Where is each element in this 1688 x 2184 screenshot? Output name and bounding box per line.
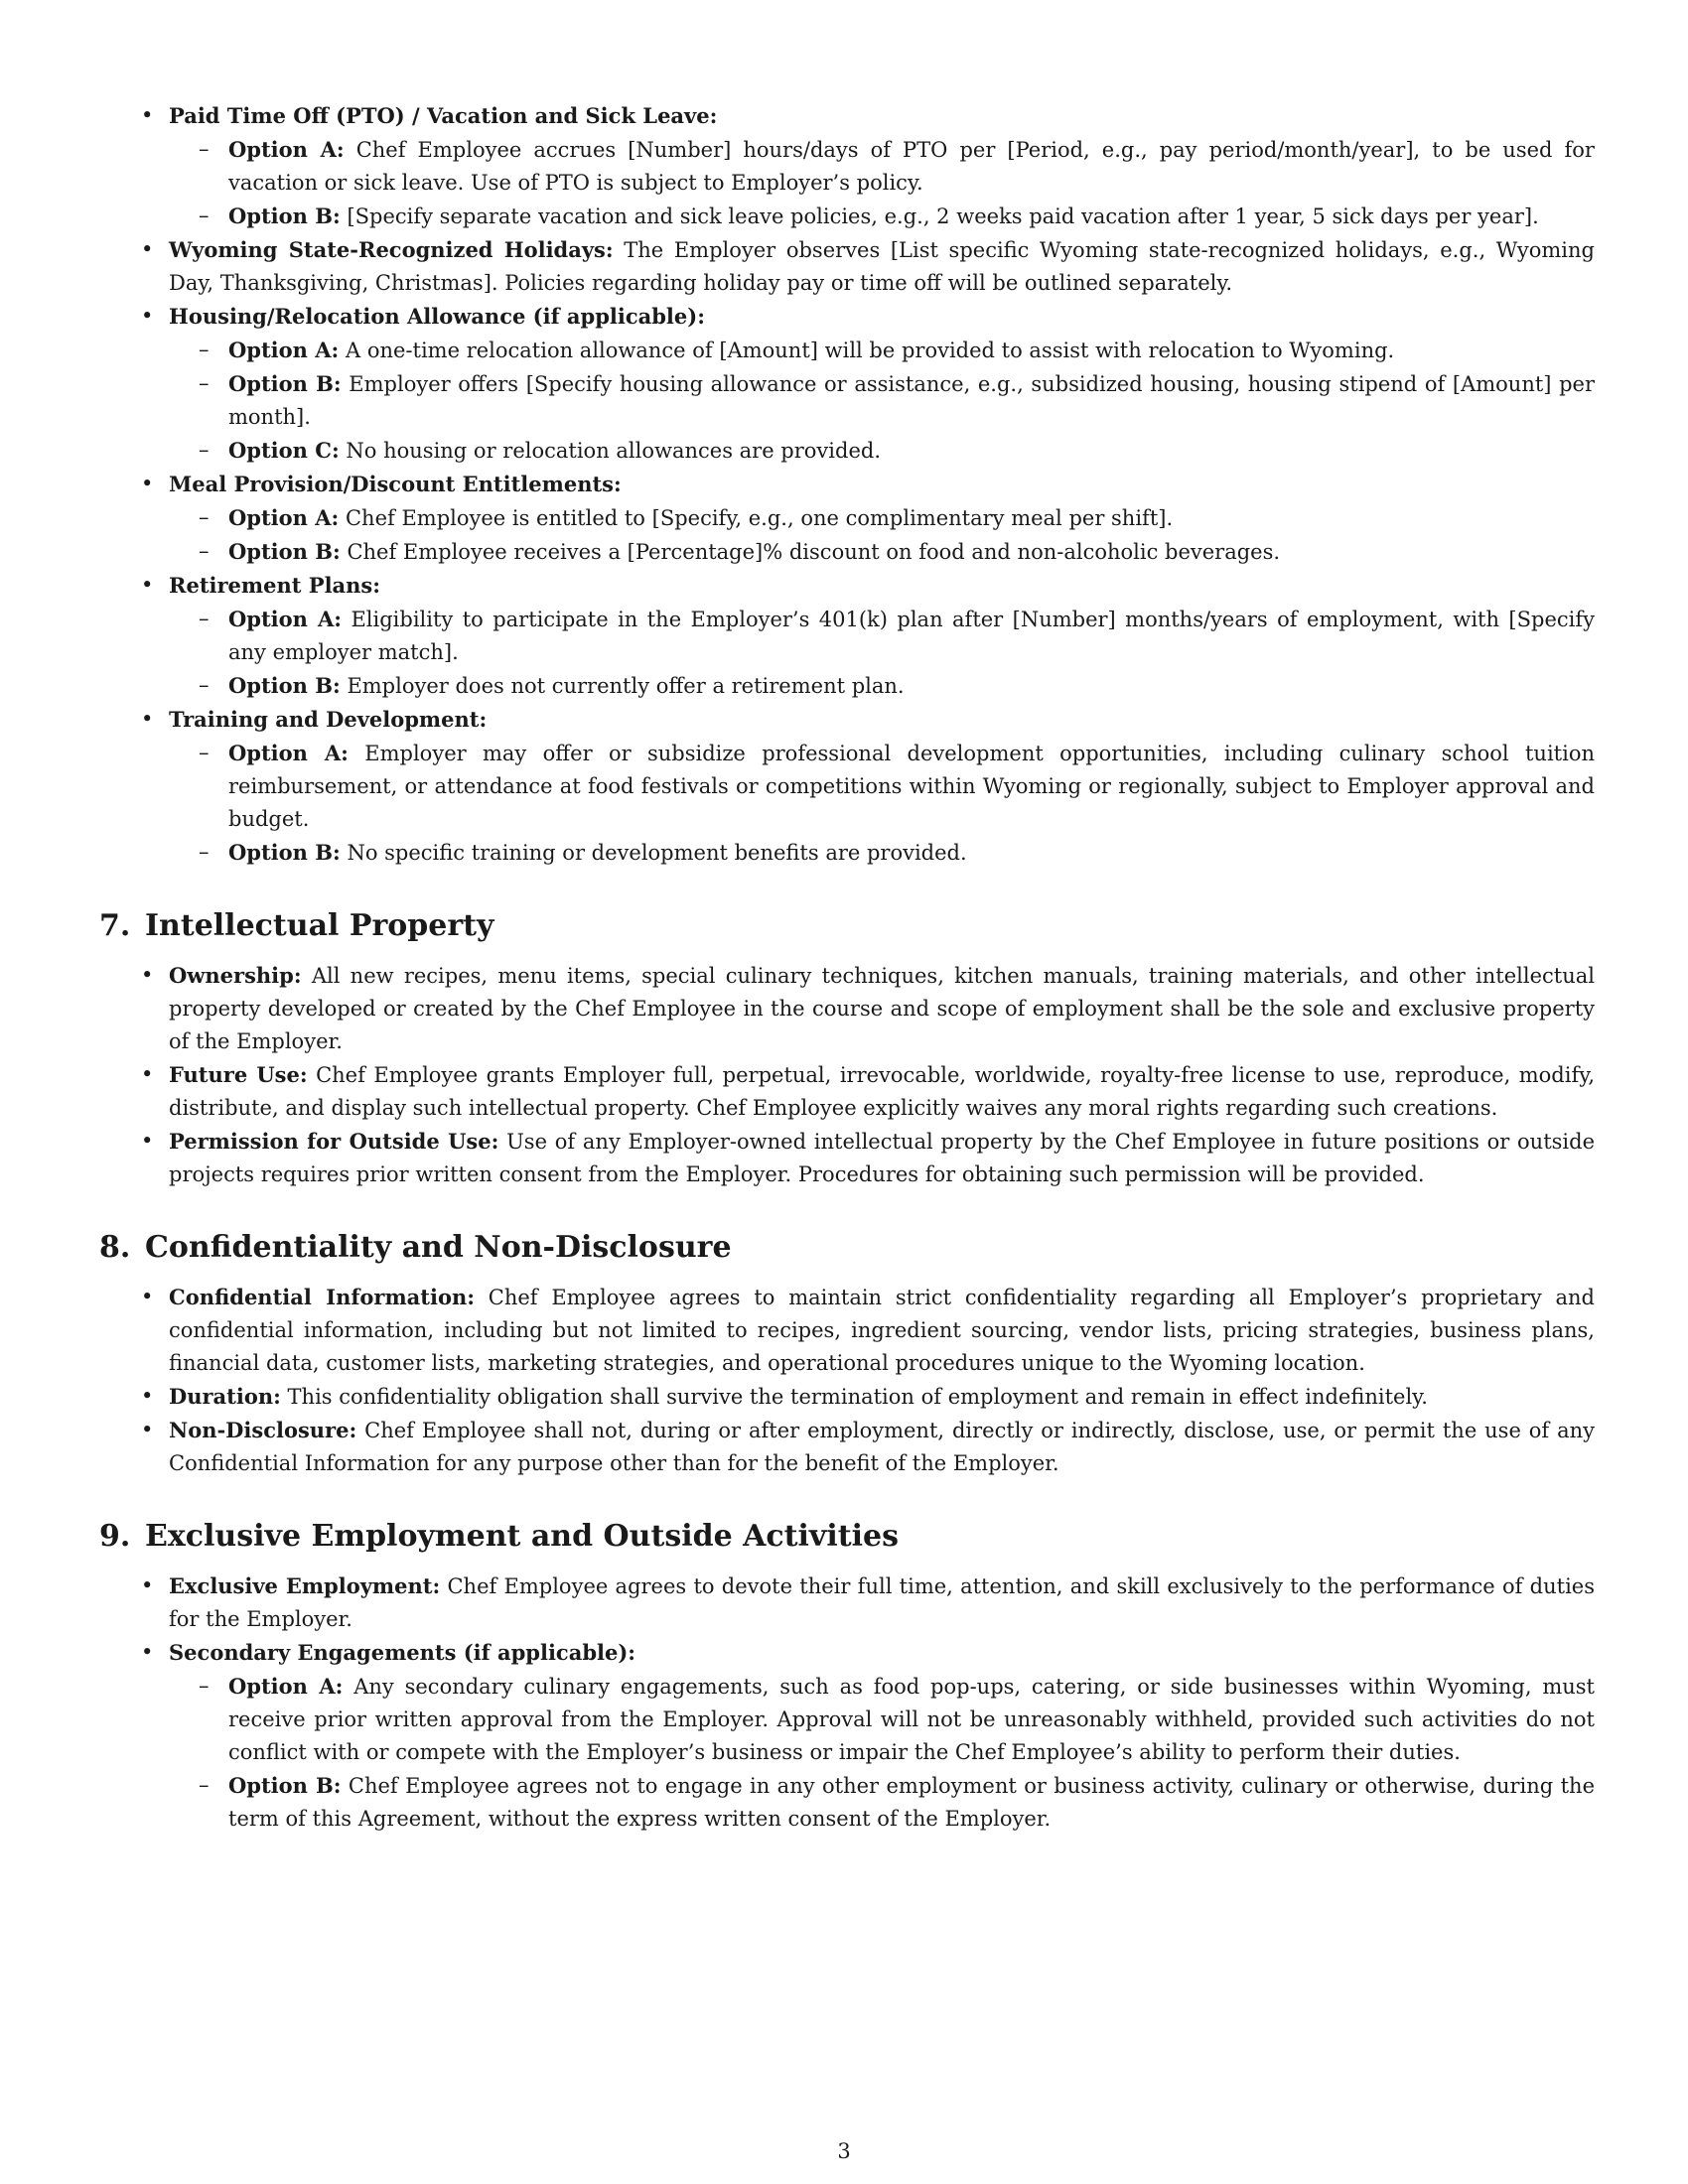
list-item: • Non-Disclosure: Chef Employee shall not, during or after employment, directly or indirectly, disclose, use, or permit the use of any Confidential Information for any purpose other than for the benefit of the Employer.	[169, 1414, 1595, 1480]
list-item: – Option A: Any secondary culinary engagements, such as food pop-ups, catering, or side businesses within Wyoming, must receive prior written approval from the Employer. Approval will not be unreasonably withheld, provided such activities do not conflict with or compete with the Employer’s business or impair the Chef Employee’s ability to perform their duties.	[228, 1670, 1595, 1769]
option-list	[169, 1670, 1595, 1836]
section-list	[99, 1281, 1595, 1480]
list-item: – Option B: No specific training or development benefits are provided.	[228, 836, 1595, 870]
list-item	[169, 99, 1595, 233]
list-item	[169, 569, 1595, 703]
list-item: • Secondary Engagements (if applicable): – Option A: Any secondary culinary engagements, such as food pop-ups, catering, or side businesses within Wyoming, must receive prior written approval from the Employer. Approval will not be unreasonably withheld, provided such activities do not conflict with or compete with the Employer’s business or impair the Chef Employee’s ability to perform their duties. – Option B: Chef Employee agrees not to engage in any other employment or business activity, culinary or otherwise, during the term of this Agreement, without the express written consent of the Employer.	[169, 1636, 1595, 1836]
list-item: • Exclusive Employment: Chef Employee agrees to devote their full time, attention, and skill exclusively to the performance of duties for the Employer.	[169, 1570, 1595, 1636]
list-item: – Option A: Eligibility to participate in the Employer’s 401(k) plan after [Number] months/years of employment, with [Specify any employer match].	[228, 603, 1595, 669]
list-item: – Option B: Employer offers [Specify housing allowance or assistance, e.g., subsidized housing, housing stipend of [Amount] per month].	[228, 367, 1595, 434]
item-label: Training and Development:	[169, 707, 488, 732]
section-heading-intellectual-property: 7. Intellectual Property	[99, 908, 494, 943]
item-label: Paid Time Off (PTO) / Vacation and Sick Leave:	[169, 103, 718, 128]
option-list	[169, 737, 1595, 870]
list-item: • Duration: This confidentiality obligation shall survive the termination of employment and remain in effect indefinitely.	[169, 1380, 1595, 1414]
page-number: 3	[837, 2139, 851, 2163]
item-label: Retirement Plans:	[169, 573, 380, 598]
option-list	[169, 603, 1595, 703]
list-item: – Option B: Chef Employee receives a [Percentage]% discount on food and non-alcoholic beverages.	[228, 535, 1595, 569]
option-list	[169, 334, 1595, 468]
list-item: • Confidential Information: Chef Employee agrees to maintain strict confidentiality regarding all Employer’s proprietary and confidential information, including but not limited to recipes, ingredient sourcing, vendor lists, pricing strategies, business plans, financial data, customer lists, marketing strategies, and operational procedures unique to the Wyoming location.	[169, 1281, 1595, 1380]
list-item: – Option A: Chef Employee accrues [Number] hours/days of PTO per [Period, e.g., pay period/month/year], to be used for vacation or sick leave. Use of PTO is subject to Employer’s policy.	[228, 133, 1595, 200]
list-item	[169, 468, 1595, 569]
list-item	[169, 703, 1595, 870]
list-item: • Permission for Outside Use: Use of any Employer-owned intellectual property by the Chef Employee in future positions or outside projects requires prior written consent from the Employer. Procedures for obtaining such permission will be provided.	[169, 1125, 1595, 1191]
benefits-list	[99, 99, 1595, 870]
list-item: – Option C: No housing or relocation allowances are provided.	[228, 434, 1595, 468]
list-item: – Option B: Employer does not currently offer a retirement plan.	[228, 669, 1595, 703]
section-list	[99, 1570, 1595, 1836]
list-item: – Option B: [Specify separate vacation and sick leave policies, e.g., 2 weeks paid vacation after 1 year, 5 sick days per year].	[228, 200, 1595, 233]
list-item	[169, 300, 1595, 468]
list-item: – Option A: Chef Employee is entitled to [Specify, e.g., one complimentary meal per shift].	[228, 501, 1595, 535]
option-list	[169, 501, 1595, 569]
item-label: Housing/Relocation Allowance (if applicable):	[169, 304, 705, 329]
list-item	[169, 233, 1595, 300]
option-list	[169, 133, 1595, 233]
section-heading-exclusive-employment: 9. Exclusive Employment and Outside Activities	[99, 1519, 899, 1554]
item-text: The Employer observes [List specific Wyoming state-recognized holidays, e.g., Wyoming Day, Thanksgiving, Christmas]. Policies regarding holiday pay or time off will be outlined separately.	[169, 238, 1595, 295]
list-item: – Option A: Employer may offer or subsidize professional development opportunities, including culinary school tuition reimbursement, or attendance at food festivals or competitions within Wyoming or regionally, subject to Employer approval and budget.	[228, 737, 1595, 836]
list-item: • Future Use: Chef Employee grants Employer full, perpetual, irrevocable, worldwide, royalty-free license to use, reproduce, modify, distribute, and display such intellectual property. Chef Employee explicitly waives any moral rights regarding such creations.	[169, 1058, 1595, 1125]
section-heading-confidentiality: 8. Confidentiality and Non-Disclosure	[99, 1230, 732, 1265]
list-item: • Ownership: All new recipes, menu items, special culinary techniques, kitchen manuals, training materials, and other intellectual property developed or created by the Chef Employee in the course and scope of employment shall be the sole and exclusive property of the Employer.	[169, 959, 1595, 1058]
item-label: Meal Provision/Discount Entitlements:	[169, 472, 622, 496]
document-page	[99, 99, 1595, 1836]
item-label: Wyoming State-Recognized Holidays:	[169, 237, 614, 262]
list-item: – Option A: A one-time relocation allowance of [Amount] will be provided to assist with relocation to Wyoming.	[228, 334, 1595, 367]
list-item: – Option B: Chef Employee agrees not to engage in any other employment or business activity, culinary or otherwise, during the term of this Agreement, without the express written consent of the Employer.	[228, 1769, 1595, 1836]
section-list	[99, 959, 1595, 1191]
